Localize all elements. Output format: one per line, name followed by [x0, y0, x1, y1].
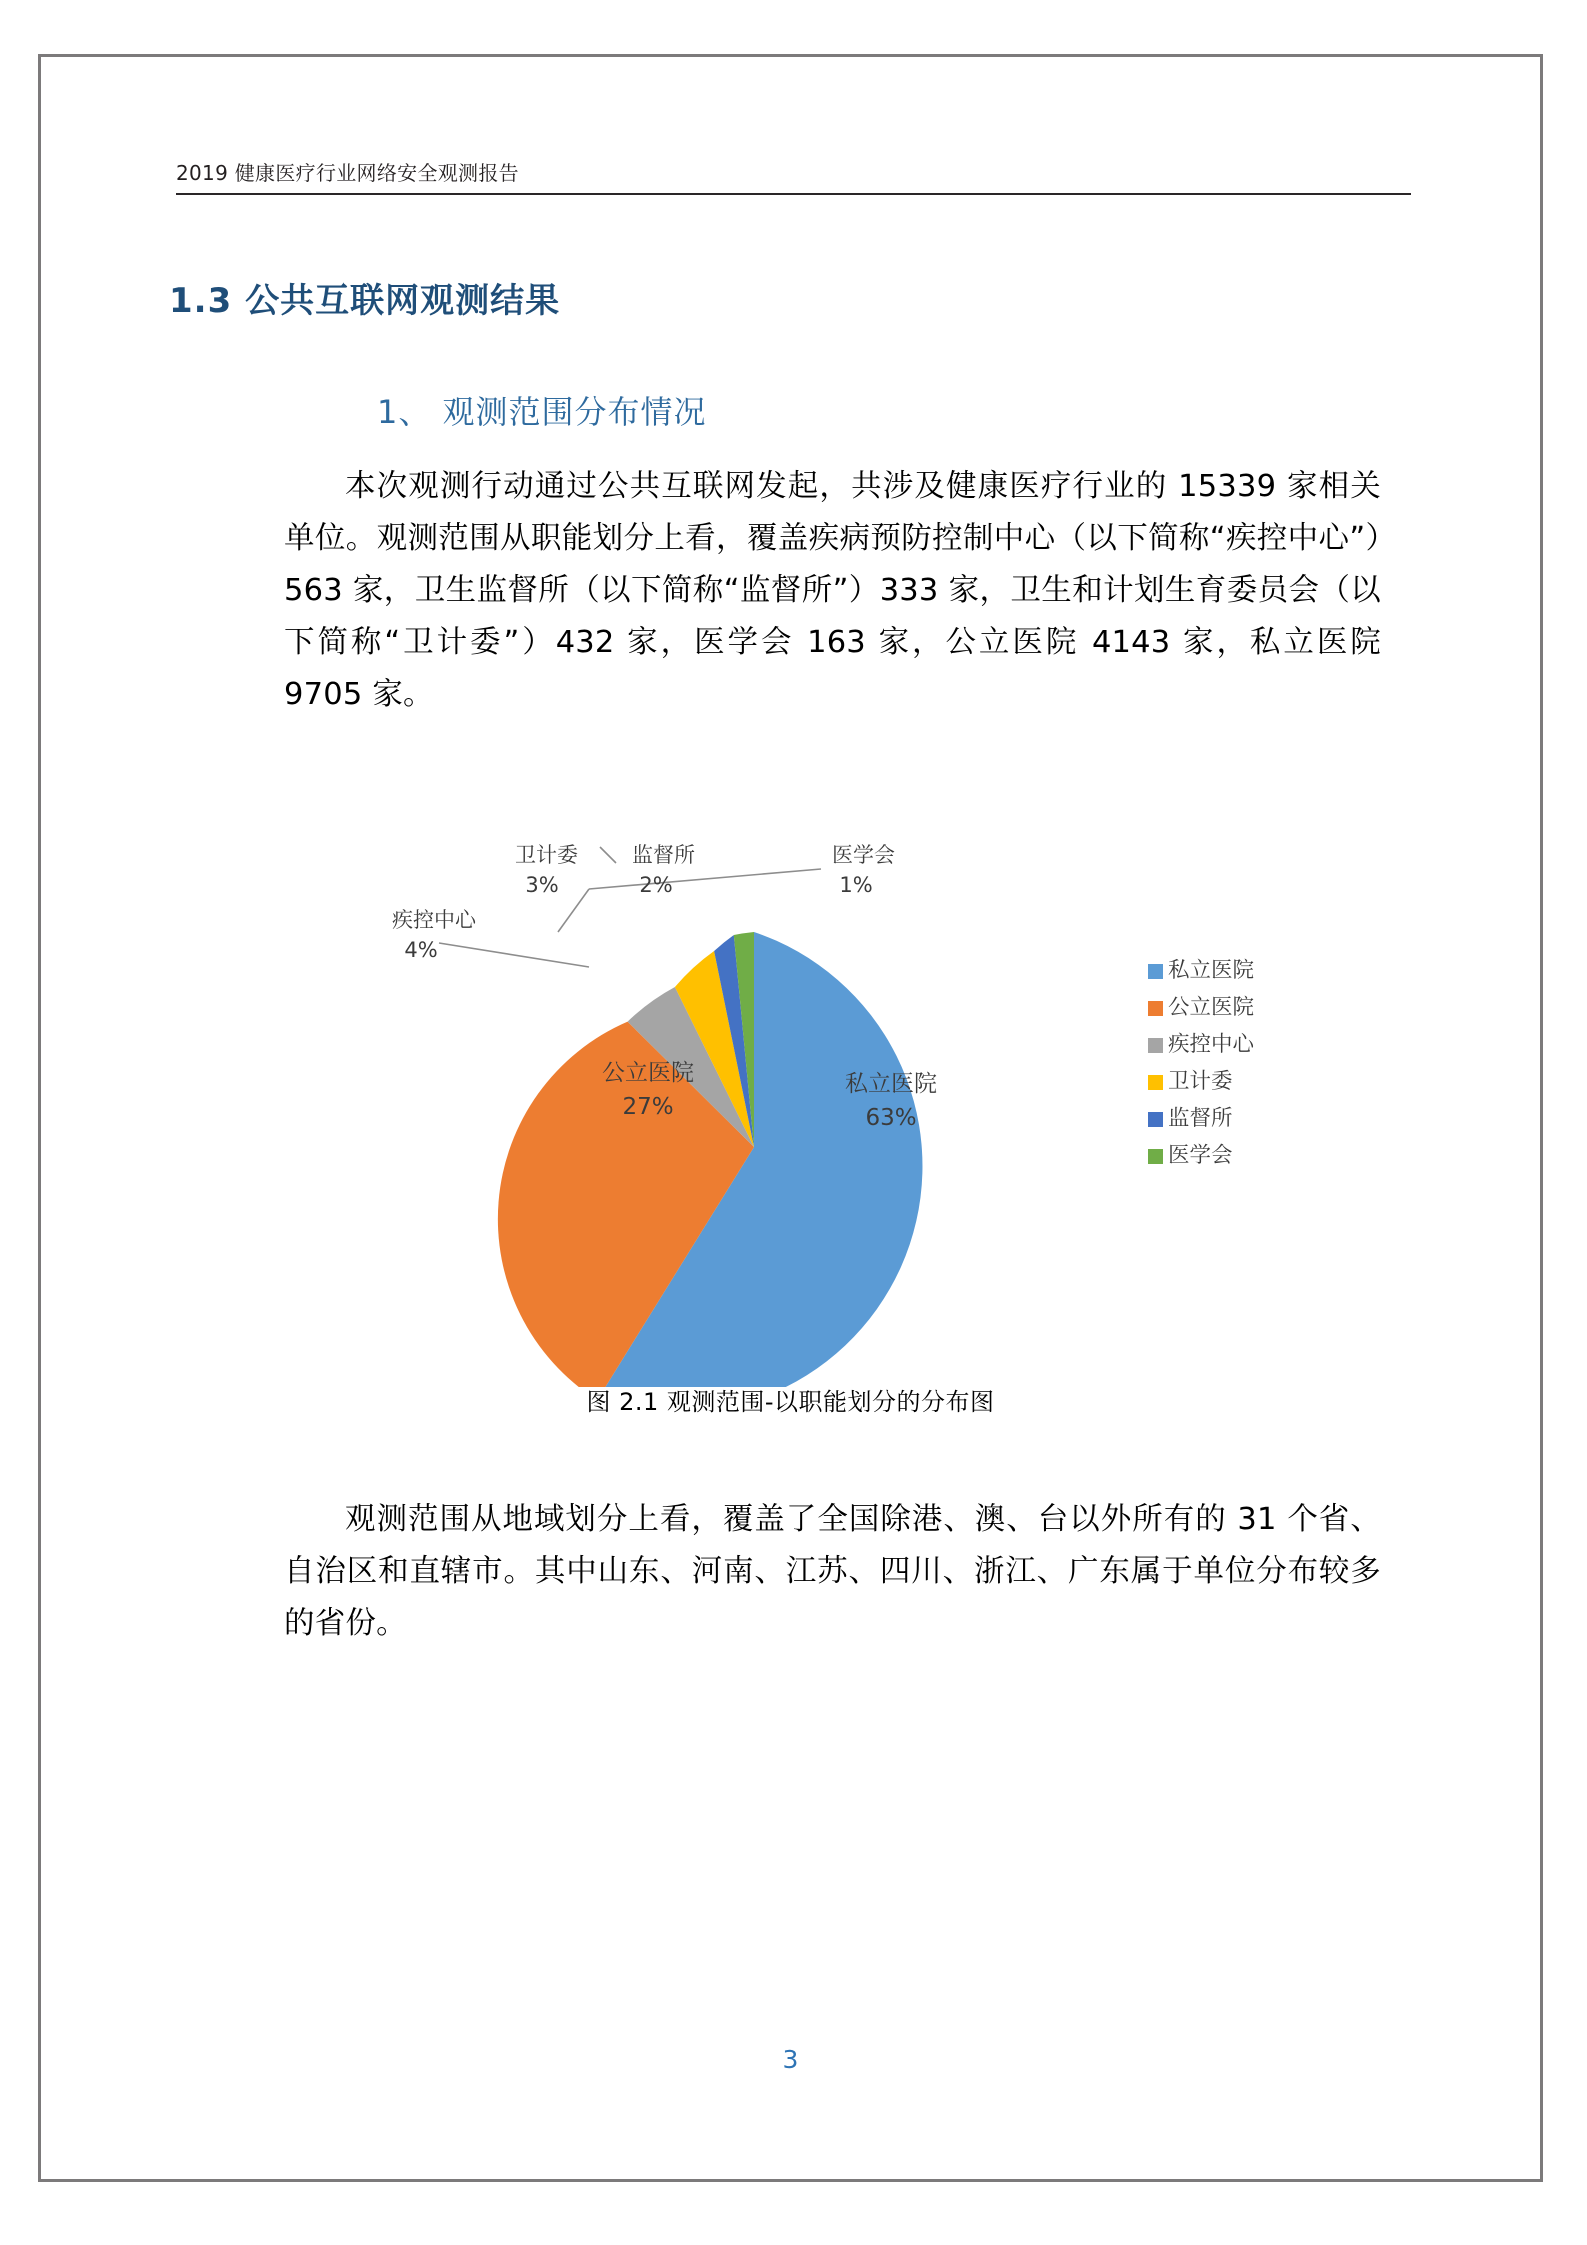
page-number: 3 [782, 2045, 799, 2074]
pie-slices [498, 932, 923, 1387]
pie-chart-figure [284, 827, 1424, 1387]
subsection-heading: 1、 观测范围分布情况 [377, 393, 707, 431]
legend-item-gonglieyiyuan[interactable] [1148, 995, 1254, 1020]
legend-item-silieyiyuan[interactable] [1148, 958, 1254, 983]
legend-label: 监督所 [1168, 1106, 1233, 1131]
pie-outside-labels [392, 843, 895, 962]
pie-label-weijiwei-pct: 3% [525, 873, 559, 897]
section-heading: 1.3 公共互联网观测结果 [169, 281, 561, 321]
leader-line-jikong [439, 943, 589, 967]
figure-caption: 图 2.1 观测范围-以职能划分的分布图 [586, 1388, 995, 1416]
legend-swatch-icon [1148, 1001, 1163, 1016]
legend-swatch-icon [1148, 964, 1163, 979]
legend-item-weijiwei[interactable] [1148, 1069, 1233, 1094]
pie-label-weijiwei-name: 卫计委 [515, 843, 578, 867]
pie-legend [1148, 958, 1256, 1168]
page-frame [38, 54, 1543, 2182]
running-header [176, 157, 1411, 195]
legend-label: 卫计委 [1168, 1069, 1233, 1094]
pie-label-jikongzhongxin-pct: 4% [404, 938, 438, 962]
legend-swatch-icon [1148, 1038, 1163, 1053]
leader-line-yixuehui [589, 869, 821, 889]
running-header-text: 2019 健康医疗行业网络安全观测报告 [176, 161, 519, 185]
legend-item-yixuehui[interactable] [1148, 1143, 1233, 1168]
page-content [41, 57, 1540, 2179]
pie-label-gonglieyiyuan-name: 公立医院 [602, 1060, 694, 1086]
legend-item-jiandusuo[interactable] [1148, 1106, 1233, 1131]
pie-label-yixuehui-pct: 1% [839, 873, 873, 897]
leader-line-jiandusuo [600, 847, 616, 863]
legend-label: 医学会 [1168, 1143, 1233, 1168]
pie-label-silieyiyuan-pct: 63% [865, 1105, 917, 1131]
legend-swatch-icon [1148, 1149, 1163, 1164]
legend-item-jikongzhongxin[interactable] [1148, 1032, 1256, 1057]
pie-label-gonglieyiyuan-pct: 27% [622, 1094, 674, 1120]
pie-chart-svg [284, 827, 1424, 1387]
pie-label-silieyiyuan-name: 私立医院 [845, 1071, 937, 1097]
legend-label: 疾控中心 [1168, 1032, 1255, 1057]
body-paragraph-2: 观测范围从地域划分上看，覆盖了全国除港、澳、台以外所有的 31 个省、自治区和直辖市。其中山东、河南、江苏、四川、浙江、广东属于单位分布较多的省份。 [284, 1502, 1381, 1641]
pie-label-jiandusuo-pct: 2% [639, 873, 673, 897]
body-paragraph-1: 本次观测行动通过公共互联网发起，共涉及健康医疗行业的 15339 家相关单位。观测范围从职能划分上看，覆盖疾病预防控制中心（以下简称“疾控中心”）563 家，卫生监督所（以下简称“监督所”）333 家，卫生和计划生育委员会（以下简称“卫计委”）432 家，医学会 163 家，公立医院 4143 家，私立医院 9705 家。 [284, 469, 1381, 712]
legend-label: 公立医院 [1168, 995, 1255, 1020]
header-divider [176, 193, 1411, 195]
legend-swatch-icon [1148, 1112, 1163, 1127]
pie-label-jikongzhongxin-name: 疾控中心 [392, 908, 476, 932]
pie-label-yixuehui-name: 医学会 [832, 843, 895, 867]
pie-label-jiandusuo-name: 监督所 [632, 843, 695, 867]
legend-swatch-icon [1148, 1075, 1163, 1090]
legend-label: 私立医院 [1168, 958, 1255, 983]
leader-line-weijiwei [558, 889, 589, 932]
